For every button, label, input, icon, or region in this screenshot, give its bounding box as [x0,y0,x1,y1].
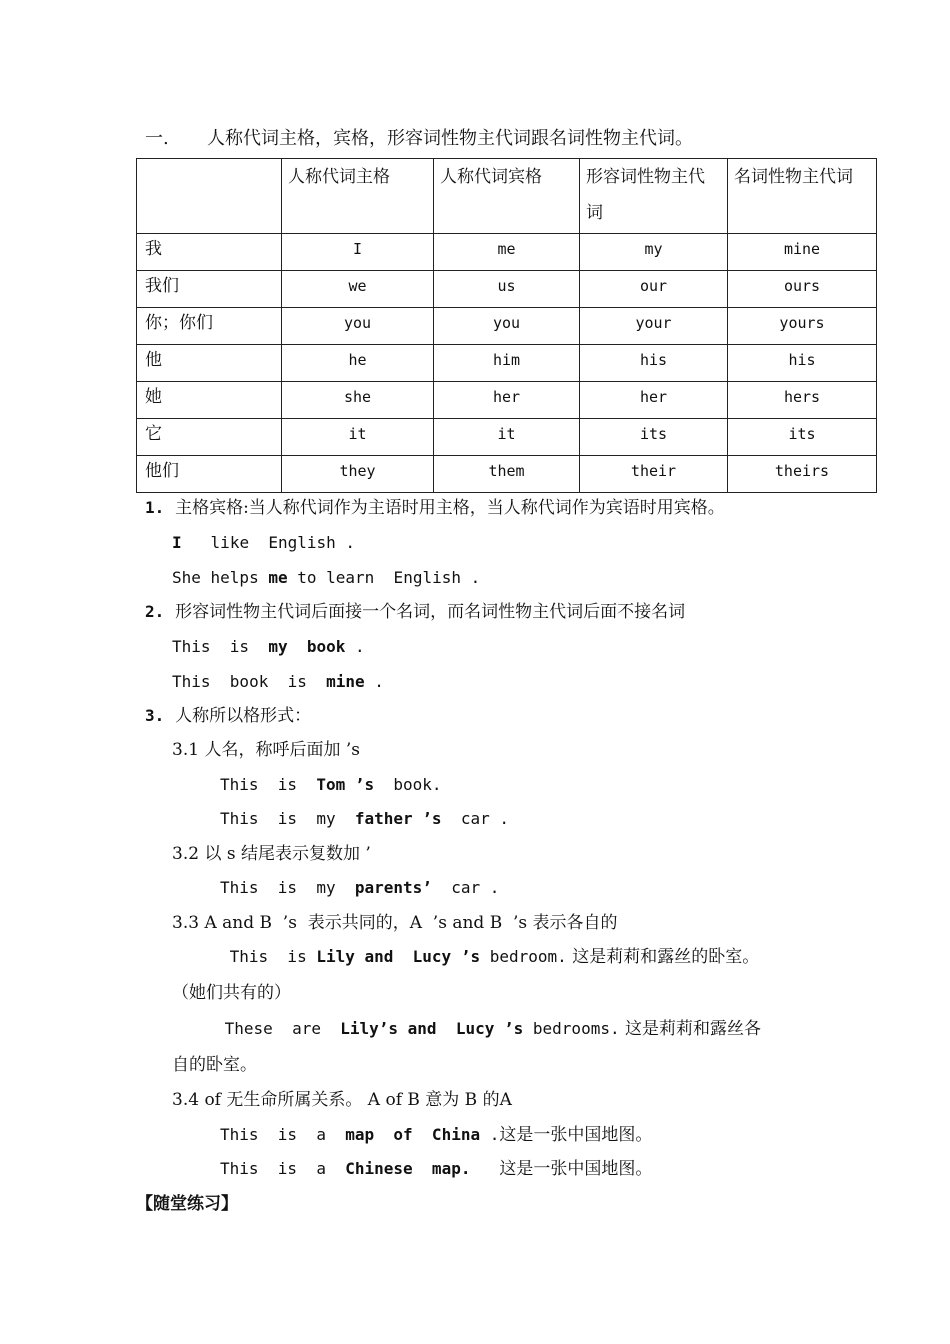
example-text: This is [172,637,269,656]
example-sentence [220,808,509,830]
table-cell: its [728,419,877,456]
section-3-text: 人称所以格形式： [175,706,312,726]
table-cell-label: 你；你们 [137,308,282,345]
example-sentence [220,1124,652,1146]
table-cell: mine [728,234,877,271]
example-sentence [220,877,499,899]
list-number: 3. [145,706,165,725]
table-header-cell: 名词性物主代词 [728,159,877,234]
example-text: car . [441,809,509,828]
table-cell: her [434,382,580,419]
list-number: 1. [145,498,165,517]
subsection-3-3-title: 3.3 A and B ’s 表示共同的，A ’s and B ’s 表示各自的 [172,913,618,933]
table-row [137,456,877,493]
table-cell-label: 她 [137,382,282,419]
table-cell: it [434,419,580,456]
table-row [137,419,877,456]
table-row [137,271,877,308]
table-cell: it [282,419,434,456]
pronoun-table [136,158,877,493]
example-text: This is [220,775,317,794]
example-translation: 这是莉莉和露丝各 [619,1019,761,1039]
example-bold: father ’s [354,809,442,828]
example-text [470,1159,499,1178]
table-cell: we [282,271,434,308]
example-text: book. [374,775,442,794]
example-continuation: 自的卧室。 [172,1055,257,1075]
example-text: This is [220,947,317,966]
table-cell: theirs [728,456,877,493]
heading-text: 人称代词主格，宾格，形容词性物主代词跟名词性物主代词。 [207,128,693,149]
table-cell: you [434,308,580,345]
example-bold: map of China [345,1125,481,1144]
table-header-cell [137,159,282,234]
example-text: bedroom. [480,947,567,966]
example-text: She helps [172,568,269,587]
subsection-3-4-title: 3.4 of 无生命所属关系。 A of B 意为 B 的A [172,1090,512,1110]
table-cell: its [580,419,728,456]
table-header-cell: 人称代词宾格 [434,159,580,234]
section-3-heading [145,705,311,727]
example-sentence [172,636,365,658]
example-text: . [345,637,365,656]
table-cell: me [434,234,580,271]
list-number: 2. [145,602,165,621]
section-heading [145,124,693,150]
example-bold: mine [326,672,365,691]
example-bold: Chinese map. [345,1159,471,1178]
table-cell: his [580,345,728,382]
example-text: This is my [220,878,355,897]
example-translation: 这是一张中国地图。 [499,1125,653,1145]
table-cell: his [728,345,877,382]
table-cell: them [434,456,580,493]
example-bold: Lily’s and Lucy ’s [340,1019,524,1038]
example-text: to learn English . [287,568,481,587]
heading-number: 一. [145,128,169,149]
table-cell: us [434,271,580,308]
section-2-text: 形容词性物主代词后面接一个名词，而名词性物主代词后面不接名词 [175,602,686,622]
table-cell: ours [728,271,877,308]
table-row [137,345,877,382]
example-translation: 这是一张中国地图。 [499,1159,653,1179]
table-cell: our [580,271,728,308]
table-cell-label: 它 [137,419,282,456]
practice-heading: 【随堂练习】 [136,1194,238,1214]
example-text: These are [215,1019,341,1038]
example-sentence [220,946,759,968]
table-header-cell: 人称代词主格 [282,159,434,234]
example-bold: Lily and Lucy ’s [316,947,481,966]
table-cell-label: 我们 [137,271,282,308]
example-sentence [220,1158,652,1180]
subsection-3-1-title: 3.1 人名，称呼后面加 ’s [172,740,360,760]
example-text: . [480,1125,500,1144]
example-text: car . [431,878,500,897]
table-cell: yours [728,308,877,345]
example-sentence [215,1018,761,1040]
example-text: . [364,672,384,691]
table-cell: I [282,234,434,271]
table-header-row [137,159,877,234]
table-row [137,234,877,271]
example-bold: Tom ’s [316,775,375,794]
table-cell-label: 他 [137,345,282,382]
example-bold: me [268,568,288,587]
example-translation: 这是莉莉和露丝的卧室。 [566,947,760,967]
example-text: bedrooms. [523,1019,620,1038]
example-text: This is a [220,1125,346,1144]
example-bold: my book [268,637,346,656]
table-row [137,308,877,345]
example-sentence [220,774,442,796]
subsection-3-2-title: 3.2 以 s 结尾表示复数加 ’ [172,844,371,864]
example-sentence [172,567,480,589]
example-text: This is a [220,1159,346,1178]
table-cell: their [580,456,728,493]
example-sentence [172,532,355,554]
table-cell: her [580,382,728,419]
table-cell: your [580,308,728,345]
table-cell: hers [728,382,877,419]
table-header-cell: 形容词性物主代词 [580,159,728,234]
table-cell: my [580,234,728,271]
table-cell-label: 他们 [137,456,282,493]
section-1-heading [145,497,725,519]
example-continuation: （她们共有的） [172,983,291,1003]
example-bold: parents’ [354,878,432,897]
section-2-heading [145,601,685,623]
table-cell: he [282,345,434,382]
table-cell: she [282,382,434,419]
example-text: This is my [220,809,355,828]
example-sentence [172,671,384,693]
table-cell: they [282,456,434,493]
table-row [137,382,877,419]
table-cell: him [434,345,580,382]
table-cell: you [282,308,434,345]
table-cell-label: 我 [137,234,282,271]
example-text: This book is [172,672,327,691]
section-1-text: 主格宾格:当人称代词作为主语时用主格，当人称代词作为宾语时用宾格。 [175,498,725,518]
example-text: like English . [210,533,356,552]
example-bold: I [172,533,182,552]
